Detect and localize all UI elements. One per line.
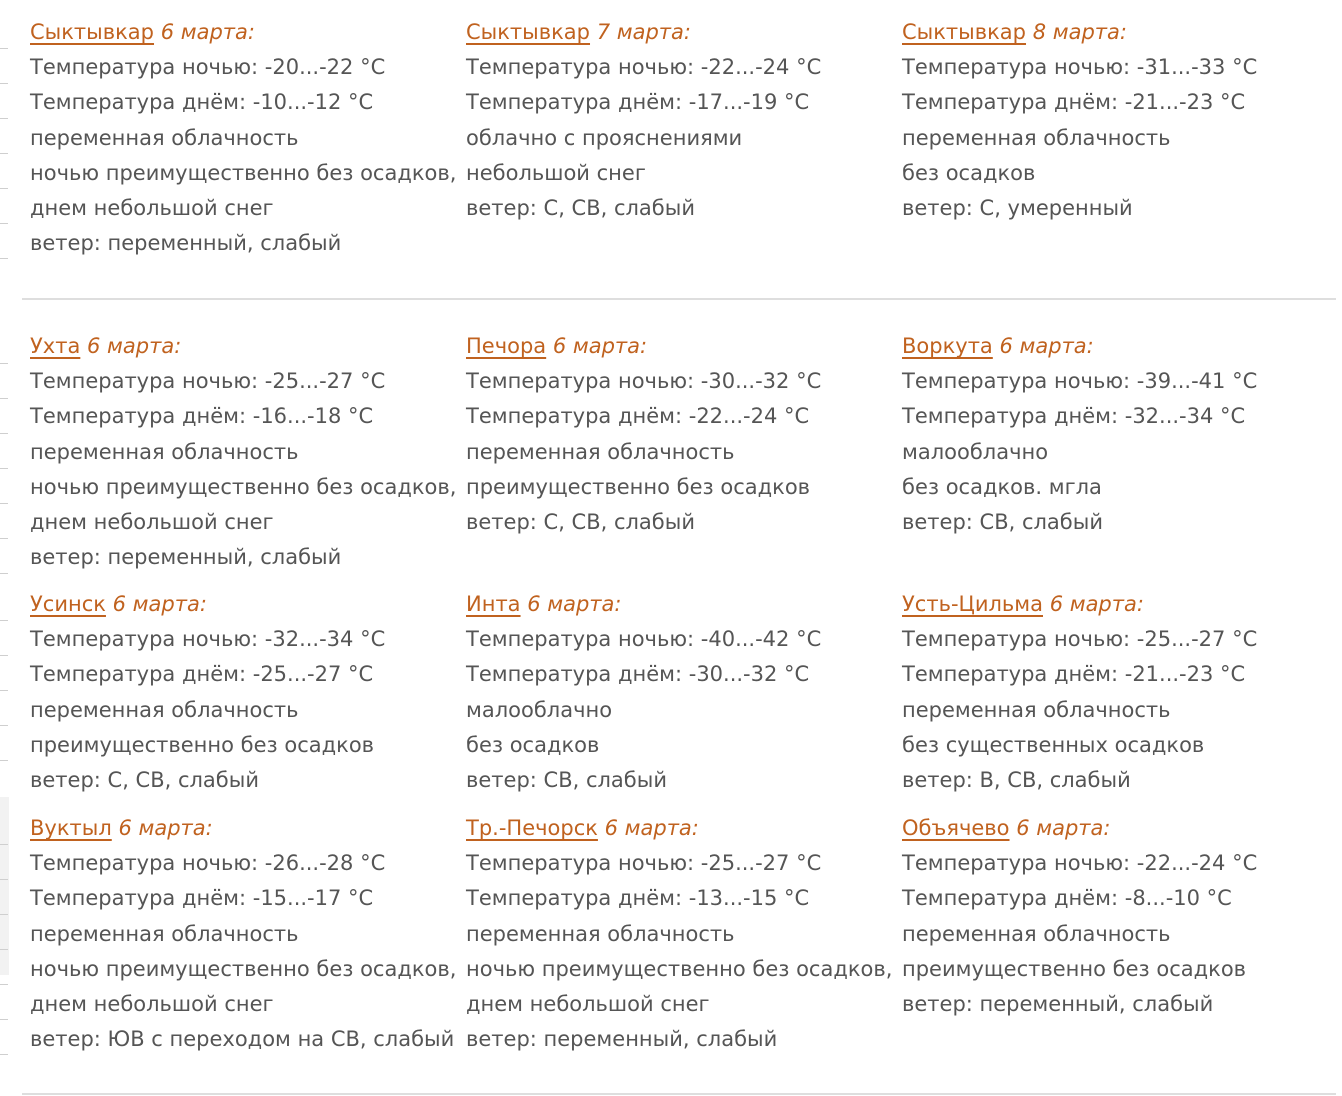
forecast-line: переменная облачность [30, 439, 299, 464]
section-divider [22, 1093, 1336, 1095]
margin-tick [0, 984, 8, 985]
forecast-date: 7 марта: [596, 20, 691, 44]
forecast-line: ветер: С, СВ, слабый [30, 767, 259, 792]
forecast-line: Температура днём: -32...-34 °C [902, 404, 1246, 429]
margin-tick [0, 83, 8, 84]
margin-tick [0, 1019, 8, 1020]
forecast-header [30, 15, 466, 50]
forecast-line: ветер: С, СВ, слабый [466, 509, 695, 534]
forecast-header [466, 329, 902, 364]
forecast-line: небольшой снег [466, 160, 646, 185]
forecast-card [466, 15, 902, 226]
margin-tick [0, 48, 8, 49]
forecast-card [466, 329, 902, 540]
forecast-card [902, 329, 1338, 540]
forecast-line: Температура днём: -10...-12 °C [30, 90, 374, 115]
forecast-line: Температура днём: -15...-17 °C [30, 886, 374, 911]
forecast-line: Температура ночью: -25...-27 °C [30, 369, 386, 394]
forecast-line: малооблачно [902, 439, 1049, 464]
forecast-date: 6 марта: [112, 592, 207, 616]
forecast-line: Температура днём: -25...-27 °C [30, 662, 374, 687]
forecast-line: ветер: СВ, слабый [466, 767, 667, 792]
city-link[interactable]: Печора [466, 334, 547, 358]
forecast-card [30, 587, 466, 798]
margin-tick [0, 725, 8, 726]
forecast-line: Температура ночью: -32...-34 °C [30, 627, 386, 652]
forecast-card [30, 811, 466, 1057]
forecast-line: ветер: ЮВ с переходом на СВ, слабый [30, 1027, 455, 1052]
forecast-line: Температура ночью: -20...-22 °C [30, 55, 386, 80]
forecast-header [30, 811, 466, 846]
forecast-line: переменная облачность [902, 697, 1171, 722]
forecast-line: без осадков [902, 160, 1036, 185]
forecast-line: Температура днём: -17...-19 °C [466, 90, 810, 115]
city-link[interactable]: Усинск [30, 592, 106, 616]
forecast-line: Температура ночью: -40...-42 °C [466, 627, 822, 652]
forecast-line: переменная облачность [902, 921, 1171, 946]
margin-tick [0, 620, 8, 621]
margin-tick [0, 914, 8, 915]
forecast-line: днем небольшой снег [30, 195, 274, 220]
forecast-line: ветер: СВ, слабый [902, 509, 1103, 534]
city-link[interactable]: Тр.-Печорск [466, 816, 598, 840]
city-link[interactable]: Инта [466, 592, 521, 616]
forecast-line: Температура ночью: -22...-24 °C [466, 55, 822, 80]
forecast-card [30, 15, 466, 261]
margin-tick [0, 223, 8, 224]
forecast-header [902, 15, 1338, 50]
forecast-line: переменная облачность [30, 697, 299, 722]
margin-tick [0, 760, 8, 761]
forecast-line: Температура ночью: -31...-33 °C [902, 55, 1258, 80]
margin-tick [0, 690, 8, 691]
left-margin-ticks [0, 0, 8, 1096]
forecast-line: переменная облачность [902, 125, 1171, 150]
forecast-header [466, 587, 902, 622]
forecast-line: Температура днём: -16...-18 °C [30, 404, 374, 429]
forecast-line: Температура днём: -22...-24 °C [466, 404, 810, 429]
forecast-line: ночью преимущественно без осадков, [30, 956, 457, 981]
forecast-header [30, 587, 466, 622]
forecast-line: ночью преимущественно без осадков, [30, 160, 457, 185]
forecast-card [902, 587, 1338, 798]
forecast-line: преимущественно без осадков [30, 732, 375, 757]
margin-tick [0, 398, 8, 399]
forecast-header [466, 15, 902, 50]
margin-tick [0, 153, 8, 154]
forecast-line: ночью преимущественно без осадков, [466, 956, 893, 981]
forecast-line: ветер: переменный, слабый [30, 231, 342, 256]
forecast-date: 6 марта: [1016, 816, 1111, 840]
forecast-line: преимущественно без осадков [902, 956, 1247, 981]
forecast-date: 6 марта: [118, 816, 213, 840]
forecast-card [30, 329, 466, 575]
forecast-line: ветер: переменный, слабый [30, 545, 342, 570]
city-link[interactable]: Сыктывкар [466, 20, 591, 44]
forecast-line: без существенных осадков [902, 732, 1205, 757]
forecast-line: ночью преимущественно без осадков, [30, 474, 457, 499]
margin-tick [0, 258, 8, 259]
forecast-date: 6 марта: [160, 20, 255, 44]
forecast-line: облачно с прояснениями [466, 125, 743, 150]
forecast-header [30, 329, 466, 364]
margin-tick [0, 188, 8, 189]
forecast-line: Температура ночью: -30...-32 °C [466, 369, 822, 394]
forecast-line: днем небольшой снег [30, 509, 274, 534]
forecast-line: ветер: переменный, слабый [902, 991, 1214, 1016]
forecast-line: без осадков [466, 732, 600, 757]
forecast-line: переменная облачность [466, 921, 735, 946]
forecast-line: Температура ночью: -26...-28 °C [30, 851, 386, 876]
forecast-date: 6 марта: [999, 334, 1094, 358]
forecast-line: ветер: С, СВ, слабый [466, 195, 695, 220]
forecast-date: 6 марта: [527, 592, 622, 616]
forecast-line: Температура днём: -8...-10 °C [902, 886, 1232, 911]
forecast-line: Температура днём: -21...-23 °C [902, 662, 1246, 687]
forecast-line: переменная облачность [30, 921, 299, 946]
forecast-line: днем небольшой снег [30, 991, 274, 1016]
forecast-line: Температура днём: -21...-23 °C [902, 90, 1246, 115]
margin-tick [0, 118, 8, 119]
city-link[interactable]: Объячево [902, 816, 1010, 840]
forecast-card [466, 587, 902, 798]
forecast-line: переменная облачность [30, 125, 299, 150]
margin-tick [0, 655, 8, 656]
margin-tick [0, 1054, 8, 1055]
forecast-header [902, 811, 1338, 846]
city-link[interactable]: Сыктывкар [30, 20, 155, 44]
forecast-header [466, 811, 902, 846]
margin-tick [0, 573, 8, 574]
forecast-line: днем небольшой снег [466, 991, 710, 1016]
forecast-header [902, 329, 1338, 364]
forecast-card [902, 15, 1338, 226]
margin-tick [0, 538, 8, 539]
forecast-date: 6 марта: [87, 334, 182, 358]
city-link[interactable]: Усть-Цильма [902, 592, 1043, 616]
forecast-line: ветер: С, умеренный [902, 195, 1133, 220]
margin-tick [0, 433, 8, 434]
city-link[interactable]: Ухта [30, 334, 81, 358]
forecast-line: Температура ночью: -39...-41 °C [902, 369, 1258, 394]
forecast-date: 6 марта: [552, 334, 648, 358]
forecast-line: без осадков. мгла [902, 474, 1102, 499]
margin-tick [0, 363, 8, 364]
city-link[interactable]: Воркута [902, 334, 993, 358]
forecast-line: преимущественно без осадков [466, 474, 811, 499]
city-link[interactable]: Вуктыл [30, 816, 112, 840]
forecast-line: Температура ночью: -25...-27 °C [466, 851, 822, 876]
forecast-header [902, 587, 1338, 622]
forecast-date: 6 марта: [604, 816, 699, 840]
forecast-line: Температура ночью: -25...-27 °C [902, 627, 1258, 652]
forecast-line: переменная облачность [466, 439, 735, 464]
city-link[interactable]: Сыктывкар [902, 20, 1027, 44]
forecast-card [466, 811, 902, 1057]
forecast-line: малооблачно [466, 697, 613, 722]
forecast-line: ветер: В, СВ, слабый [902, 767, 1131, 792]
forecast-line: Температура ночью: -22...-24 °C [902, 851, 1258, 876]
margin-tick [0, 949, 8, 950]
forecast-date: 6 марта: [1049, 592, 1144, 616]
forecast-line: Температура днём: -30...-32 °C [466, 662, 810, 687]
forecast-line: ветер: переменный, слабый [466, 1027, 778, 1052]
forecast-card [902, 811, 1338, 1022]
margin-tick [0, 503, 8, 504]
forecast-date: 8 марта: [1032, 20, 1127, 44]
margin-tick [0, 468, 8, 469]
margin-tick [0, 844, 8, 845]
section-divider [22, 298, 1336, 300]
forecast-line: Температура днём: -13...-15 °C [466, 886, 810, 911]
margin-tick [0, 879, 8, 880]
